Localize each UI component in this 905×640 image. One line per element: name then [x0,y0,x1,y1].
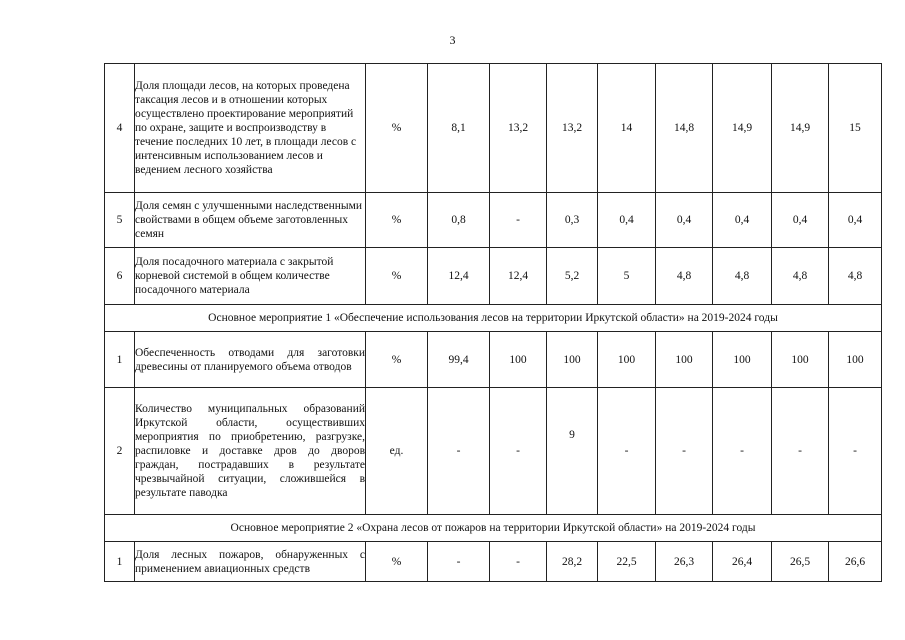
page-number: 3 [449,33,456,47]
value-cell: 0,3 [547,193,598,248]
value-cell: 100 [598,332,656,388]
value-cell: 4,8 [829,248,882,305]
value-cell: 12,4 [490,248,547,305]
row-number: 4 [105,64,135,193]
row-number: 2 [105,388,135,515]
row-number: 1 [105,542,135,582]
table-row [105,542,882,582]
value-cell: 8,1 [428,64,490,193]
value-cell: 14,8 [656,64,713,193]
value-cell: - [829,388,882,515]
value-cell: 26,6 [829,542,882,582]
value-cell: - [713,388,772,515]
value-cell: 0,4 [772,193,829,248]
value-cell: 0,4 [713,193,772,248]
value-cell: 14 [598,64,656,193]
value-cell: 14,9 [713,64,772,193]
value-cell: 5,2 [547,248,598,305]
section-header-row [105,515,882,542]
value-cell: 100 [713,332,772,388]
value-cell: 100 [547,332,598,388]
table-row [105,388,882,515]
value-cell: - [598,388,656,515]
section-title: Основное мероприятие 1 «Обеспечение использования лесов на территории Иркутской области» на 2019-2024 годы [105,305,882,332]
value-cell: - [428,542,490,582]
indicators-table [104,63,882,582]
value-cell: 12,4 [428,248,490,305]
value-cell [547,388,598,515]
value-cell: 22,5 [598,542,656,582]
value-cell: 0,4 [598,193,656,248]
value-cell: 26,4 [713,542,772,582]
value-cell: 0,4 [829,193,882,248]
row-number: 5 [105,193,135,248]
value-cell: 4,8 [656,248,713,305]
unit-cell: % [366,542,428,582]
value-cell: 100 [656,332,713,388]
value-cell: 4,8 [772,248,829,305]
value-cell: - [490,542,547,582]
value-cell: 26,3 [656,542,713,582]
value-cell: 5 [598,248,656,305]
value-cell: 26,5 [772,542,829,582]
value-cell: 100 [490,332,547,388]
value-cell: 4,8 [713,248,772,305]
table-row [105,332,882,388]
indicator-description: Количество муниципальных образований Иркутской области, осуществивших мероприятия по приобретению, разгрузке, распиловке и доставке дров до дворов граждан, пострадавших в результате чрезвычайной ситуации, сложившейся в результате паводка [135,388,366,515]
value-cell: 15 [829,64,882,193]
unit-cell: % [366,332,428,388]
value-cell: - [490,388,547,515]
value-cell: 14,9 [772,64,829,193]
unit-cell: % [366,248,428,305]
section-title: Основное мероприятие 2 «Охрана лесов от пожаров на территории Иркутской области» на 2019-2024 годы [105,515,882,542]
unit-cell: ед. [366,388,428,515]
value-text: 9 [569,429,575,441]
value-cell: 100 [829,332,882,388]
value-cell: 28,2 [547,542,598,582]
section-header-row [105,305,882,332]
row-number: 1 [105,332,135,388]
unit-cell: % [366,193,428,248]
value-cell: - [656,388,713,515]
table-row [105,193,882,248]
value-cell: 13,2 [547,64,598,193]
value-cell: - [772,388,829,515]
indicator-description: Обеспеченность отводами для заготовки древесины от планируемого объема отводов [135,332,366,388]
value-cell: 0,8 [428,193,490,248]
value-cell: 0,4 [656,193,713,248]
value-cell: 13,2 [490,64,547,193]
indicator-description: Доля посадочного материала с закрытой корневой системой в общем количестве посадочного материала [135,248,366,305]
table-row [105,248,882,305]
unit-cell: % [366,64,428,193]
indicator-description: Доля площади лесов, на которых проведена таксация лесов и в отношении которых осуществлено проектирование мероприятий по охране, защите и воспроизводству в течение последних 10 лет, в площади лесов с интенсивным использованием лесов и ведением лесного хозяйства [135,64,366,193]
value-cell: 99,4 [428,332,490,388]
indicator-description: Доля лесных пожаров, обнаруженных с применением авиационных средств [135,542,366,582]
indicator-description: Доля семян с улучшенными наследственными свойствами в общем объеме заготовленных семян [135,193,366,248]
row-number: 6 [105,248,135,305]
value-cell: - [428,388,490,515]
value-cell: 100 [772,332,829,388]
table-row [105,64,882,193]
value-cell: - [490,193,547,248]
